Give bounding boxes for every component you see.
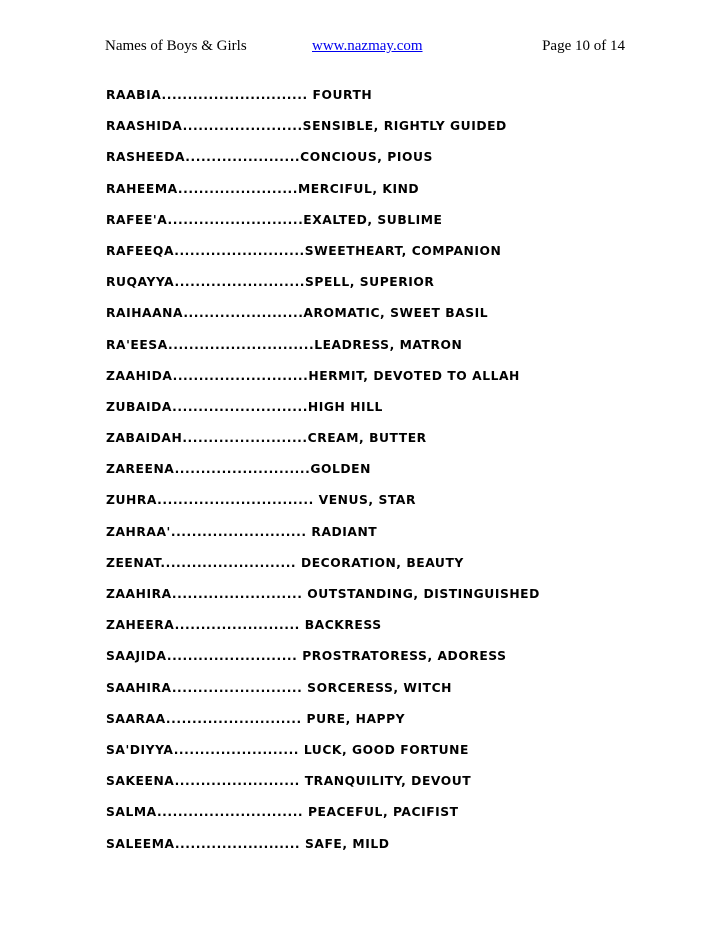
- name-entry: ZUHRA.............................. VENUS, STAR: [106, 493, 416, 508]
- name-entry: SAKEENA........................ TRANQUILITY, DEVOUT: [106, 774, 472, 789]
- name-entry: ZUBAIDA..........................HIGH HILL: [106, 399, 383, 414]
- name-entry: ZAHEERA........................ BACKRESS: [106, 618, 382, 633]
- name-entry: RAFEEQA.........................SWEETHEART, COMPANION: [106, 243, 502, 258]
- name-entry: SAAHIRA......................... SORCERESS, WITCH: [106, 680, 453, 695]
- name-entry: ZEENAT.......................... DECORATION, BEAUTY: [106, 555, 464, 570]
- website-link[interactable]: www.nazmay.com: [312, 38, 423, 54]
- name-entry: ZAAHIRA......................... OUTSTANDING, DISTINGUISHED: [106, 587, 540, 601]
- name-entry: ZAHRAA'.......................... RADIANT: [106, 524, 378, 539]
- header-title: Names of Boys & Girls: [105, 38, 247, 54]
- name-entry: SA'DIYYA........................ LUCK, GOOD FORTUNE: [106, 742, 469, 757]
- name-entry: ZAAHIDA..........................HERMIT, DEVOTED TO ALLAH: [106, 368, 520, 383]
- name-entry: RAASHIDA.......................SENSIBLE, RIGHTLY GUIDED: [106, 119, 507, 134]
- name-entry: ZABAIDAH........................CREAM, BUTTER: [106, 431, 427, 446]
- name-entry: ZAREENA..........................GOLDEN: [106, 462, 371, 477]
- name-entry: RASHEEDA......................CONCIOUS, PIOUS: [106, 150, 433, 165]
- name-entry: SALMA............................ PEACEFUL, PACIFIST: [106, 805, 459, 820]
- name-entry: RAFEE'A..........................EXALTED, SUBLIME: [106, 212, 443, 227]
- name-entry: SAAJIDA......................... PROSTRATORESS, ADORESS: [106, 649, 507, 664]
- name-meaning-list: [106, 84, 666, 864]
- name-entry: RAHEEMA.......................MERCIFUL, KIND: [106, 181, 420, 196]
- name-entry: SAARAA.......................... PURE, HAPPY: [106, 711, 406, 726]
- name-entry: RUQAYYA.........................SPELL, SUPERIOR: [106, 275, 435, 290]
- name-entry: RAIHAANA.......................AROMATIC, SWEET BASIL: [106, 306, 489, 321]
- page-number: Page 10 of 14: [542, 38, 625, 54]
- name-entry: RA'EESA............................LEADRESS, MATRON: [106, 337, 463, 352]
- name-entry: RAABIA............................ FOURTH: [106, 88, 373, 102]
- page-header: [105, 38, 625, 62]
- name-entry: SALEEMA........................ SAFE, MILD: [106, 836, 390, 851]
